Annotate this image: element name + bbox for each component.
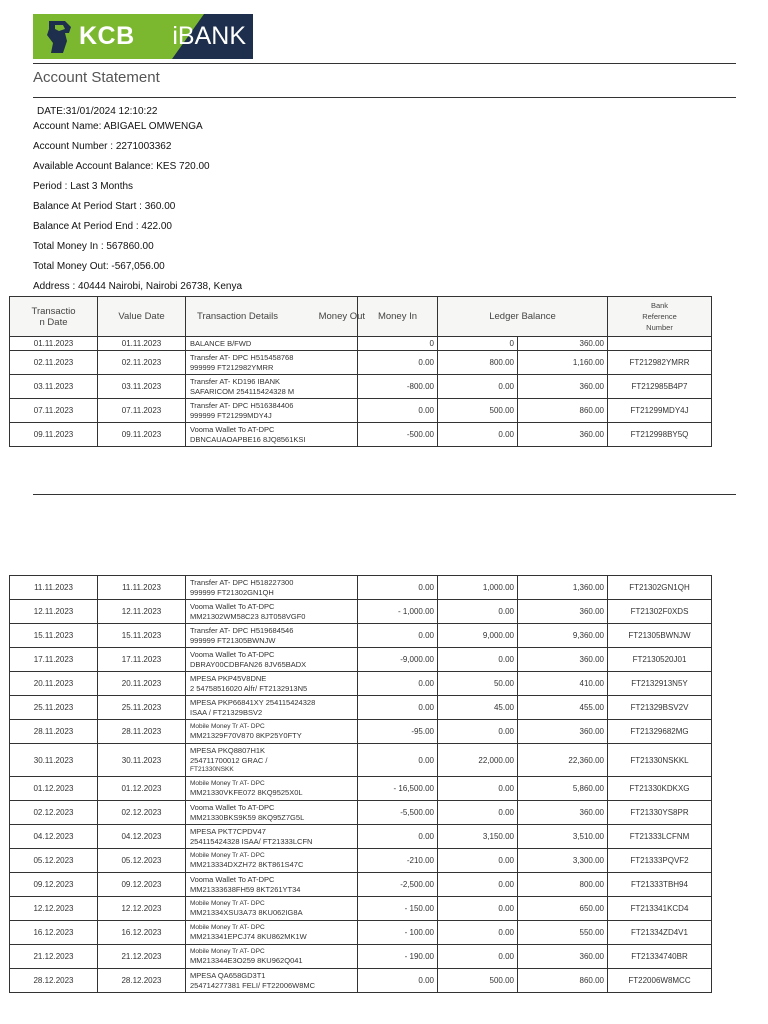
ledger-balance-cell: 860.00: [518, 969, 608, 993]
ledger-balance-cell: 360.00: [518, 945, 608, 969]
details-line-2: 2 54758516020 Alfr/ FT2132913N5: [190, 683, 308, 693]
transaction-date-cell: 17.11.2023: [10, 648, 98, 672]
details-line-2: 999999 FT21299MDY4J: [190, 410, 272, 420]
money-out-cell: -9,000.00: [358, 648, 438, 672]
value-date-cell: 11.11.2023: [98, 576, 186, 600]
value-date-cell: 09.11.2023: [98, 423, 186, 447]
money-out-cell: -95.00: [358, 720, 438, 744]
money-in-cell: 0.00: [438, 849, 518, 873]
bank-reference-cell: FT212998BY5Q: [608, 423, 712, 447]
bank-reference-cell: FT21299MDY4J: [608, 399, 712, 423]
details-line-1: Transfer AT- DPC H519684546: [190, 625, 294, 635]
details-line-1: Transfer AT- DPC H518227300: [190, 577, 294, 587]
transaction-date-cell: 01.11.2023: [10, 337, 98, 351]
details-cell: [186, 969, 358, 993]
details-line-1: Transfer AT- DPC H516384406: [190, 400, 294, 410]
kcb-ibank-logo: [33, 14, 253, 59]
lion-icon: [45, 19, 73, 55]
details-line-1: Vooma Wallet To AT-DPC: [190, 649, 275, 659]
details-line-2: DBNCAUAOAPBE16 8JQ8561KSI: [190, 434, 306, 444]
money-in-cell: 22,000.00: [438, 744, 518, 777]
header-tdate-line2: n Date: [39, 316, 68, 328]
header-ref-line1: Bank: [650, 301, 669, 310]
money-out-cell: 0.00: [358, 744, 438, 777]
money-out-cell: 0.00: [358, 399, 438, 423]
money-in-cell: 50.00: [438, 672, 518, 696]
bank-reference-cell: FT21330NSKKL: [608, 744, 712, 777]
details-line-2: 254711700012 GRAC /: [190, 756, 268, 765]
money-in-cell: 0.00: [438, 873, 518, 897]
page-divider: [33, 494, 736, 495]
account-number: Account Number : 2271003362: [33, 141, 172, 152]
transaction-date-cell: 07.11.2023: [10, 399, 98, 423]
transaction-date-cell: 02.12.2023: [10, 801, 98, 825]
ledger-balance-cell: 22,360.00: [518, 744, 608, 777]
details-line-1: MPESA PKQ8807H1K: [190, 746, 266, 755]
table-row: [10, 849, 712, 873]
transaction-date-cell: 12.12.2023: [10, 897, 98, 921]
bank-reference-cell: FT21333TBH94: [608, 873, 712, 897]
details-cell: [186, 801, 358, 825]
bank-reference-cell: FT212985B4P7: [608, 375, 712, 399]
value-date-cell: 07.11.2023: [98, 399, 186, 423]
details-line-1: Transfer AT- DPC H515458768: [190, 352, 294, 362]
header-ledger-text: Ledger Balance: [489, 311, 556, 322]
transaction-date-cell: 28.12.2023: [10, 969, 98, 993]
details-line-1: Mobile Money Tr AT- DPC: [190, 899, 265, 907]
details-line-2: MM213341EPCJ74 8KU862MK1W: [190, 931, 307, 941]
money-out-cell: 0: [358, 337, 438, 351]
table-row: [10, 648, 712, 672]
ledger-balance-cell: 5,860.00: [518, 777, 608, 801]
transaction-date-cell: 20.11.2023: [10, 672, 98, 696]
bank-reference-cell: FT21330KDKXG: [608, 777, 712, 801]
header-money-out-text: Money Out: [318, 311, 366, 322]
money-out-cell: - 100.00: [358, 921, 438, 945]
money-in-cell: 0.00: [438, 801, 518, 825]
bank-reference-cell: FT2132913N5Y: [608, 672, 712, 696]
header-bank-reference: [608, 297, 712, 337]
details-line-2: 999999 FT21305BWNJW: [190, 635, 276, 645]
value-date-cell: 01.12.2023: [98, 777, 186, 801]
details-cell: [186, 600, 358, 624]
transaction-date-cell: 12.11.2023: [10, 600, 98, 624]
transaction-date-cell: 05.12.2023: [10, 849, 98, 873]
details-line-2: MM21330VKFE072 8KQ9525X0L: [190, 787, 303, 797]
statement-date: DATE:31/01/2024 12:10:22: [37, 106, 158, 117]
value-date-cell: 12.11.2023: [98, 600, 186, 624]
money-out-cell: - 16,500.00: [358, 777, 438, 801]
money-in-cell: 3,150.00: [438, 825, 518, 849]
table-row: [10, 423, 712, 447]
money-out-cell: -210.00: [358, 849, 438, 873]
money-in-cell: 800.00: [438, 351, 518, 375]
details-line-2: DBRAY00CDBFAN26 8JV65BADX: [190, 659, 307, 669]
table-row: [10, 825, 712, 849]
money-out-cell: - 1,000.00: [358, 600, 438, 624]
details-cell: [186, 945, 358, 969]
money-in-cell: 0.00: [438, 897, 518, 921]
logo-dark-panel: [172, 14, 253, 59]
details-cell: [186, 744, 358, 777]
details-line-2: MM21330BKS9K59 8KQ95Z7G5L: [190, 812, 305, 822]
details-cell: [186, 399, 358, 423]
bank-reference-cell: FT213341KCD4: [608, 897, 712, 921]
details-line-1: Mobile Money Tr AT- DPC: [190, 947, 265, 955]
transactions-table-page2: [9, 575, 712, 993]
bank-reference-cell: FT2130520J01: [608, 648, 712, 672]
ledger-balance-cell: 650.00: [518, 897, 608, 921]
details-line-3: FT21330NSKK: [190, 766, 234, 773]
header-money-out: [358, 297, 438, 337]
ledger-balance-cell: 860.00: [518, 399, 608, 423]
money-out-cell: -5,500.00: [358, 801, 438, 825]
details-cell: [186, 648, 358, 672]
details-line-1: MPESA QA658GD3T1: [190, 970, 266, 980]
details-cell: [186, 873, 358, 897]
details-cell: [186, 849, 358, 873]
table-row: [10, 600, 712, 624]
details-line-1: Vooma Wallet To AT-DPC: [190, 601, 275, 611]
details-line-1: Vooma Wallet To AT-DPC: [190, 424, 275, 434]
money-in-cell: 0.00: [438, 648, 518, 672]
table-row: [10, 945, 712, 969]
total-money-out: Total Money Out: -567,056.00: [33, 261, 165, 272]
transaction-date-cell: 25.11.2023: [10, 696, 98, 720]
header-ref-line2: Reference: [642, 312, 677, 321]
money-out-cell: 0.00: [358, 696, 438, 720]
available-balance: Available Account Balance: KES 720.00: [33, 161, 210, 172]
bank-reference-cell: FT21302F0XDS: [608, 600, 712, 624]
table-row: [10, 624, 712, 648]
table-row: [10, 921, 712, 945]
account-address: Address : 40444 Nairobi, Nairobi 26738, Kenya: [33, 281, 243, 292]
details-cell: [186, 423, 358, 447]
money-out-cell: 0.00: [358, 351, 438, 375]
transaction-date-cell: 15.11.2023: [10, 624, 98, 648]
table-row: [10, 873, 712, 897]
money-in-cell: 500.00: [438, 969, 518, 993]
ledger-balance-cell: 1,160.00: [518, 351, 608, 375]
value-date-cell: 28.12.2023: [98, 969, 186, 993]
bank-reference-cell: FT21330YS8PR: [608, 801, 712, 825]
details-line-1: Mobile Money Tr AT- DPC: [190, 923, 265, 931]
header-transaction-date: [10, 297, 98, 337]
details-line-2: 999999 FT21302GN1QH: [190, 587, 274, 597]
ledger-balance-cell: 3,300.00: [518, 849, 608, 873]
value-date-cell: 05.12.2023: [98, 849, 186, 873]
ledger-balance-cell: 360.00: [518, 423, 608, 447]
value-date-cell: 03.11.2023: [98, 375, 186, 399]
value-date-cell: 09.12.2023: [98, 873, 186, 897]
ledger-balance-cell: 550.00: [518, 921, 608, 945]
value-date-cell: 01.11.2023: [98, 337, 186, 351]
bank-reference-cell: FT21329BSV2V: [608, 696, 712, 720]
header-value-date: Value Date: [98, 297, 186, 337]
transaction-date-cell: 09.12.2023: [10, 873, 98, 897]
details-line-2: MM21334XSU3A73 8KU062IG8A: [190, 907, 303, 917]
value-date-cell: 20.11.2023: [98, 672, 186, 696]
details-line-2: 999999 FT212982YMRR: [190, 362, 274, 372]
total-money-in: Total Money In : 567860.00: [33, 241, 154, 252]
ledger-balance-cell: 455.00: [518, 696, 608, 720]
bank-reference-cell: FT21302GN1QH: [608, 576, 712, 600]
money-in-cell: 9,000.00: [438, 624, 518, 648]
header-money-in-text: Money In: [377, 311, 418, 322]
account-name: Account Name: ABIGAEL OMWENGA: [33, 121, 203, 132]
transaction-date-cell: 09.11.2023: [10, 423, 98, 447]
ledger-balance-cell: 360.00: [518, 801, 608, 825]
table-row: [10, 777, 712, 801]
details-line-1: Transfer AT- KD196 IBANK: [190, 376, 281, 386]
details-cell: [186, 375, 358, 399]
details-line-1: Mobile Money Tr AT- DPC: [190, 722, 265, 730]
money-out-cell: 0.00: [358, 576, 438, 600]
bank-reference-cell: FT212982YMRR: [608, 351, 712, 375]
table-row: [10, 969, 712, 993]
money-in-cell: 0.00: [438, 423, 518, 447]
details-cell: [186, 337, 358, 351]
ledger-balance-cell: 800.00: [518, 873, 608, 897]
table-header-row: [10, 297, 712, 337]
details-line-1: MPESA PKP66841XY 254115424328: [190, 697, 316, 707]
money-out-cell: - 190.00: [358, 945, 438, 969]
details-cell: [186, 624, 358, 648]
details-line-2: 254115424328 ISAA/ FT21333LCFN: [190, 836, 313, 846]
details-line-2: SAFARICOM 254115424328 M: [190, 386, 295, 396]
money-in-cell: 0.00: [438, 777, 518, 801]
money-out-cell: - 150.00: [358, 897, 438, 921]
ledger-balance-cell: 3,510.00: [518, 825, 608, 849]
value-date-cell: 12.12.2023: [98, 897, 186, 921]
logo-brand-text: KCB: [79, 22, 135, 50]
value-date-cell: 28.11.2023: [98, 720, 186, 744]
details-line-1: Mobile Money Tr AT- DPC: [190, 779, 265, 787]
transaction-date-cell: 28.11.2023: [10, 720, 98, 744]
details-cell: [186, 672, 358, 696]
table-row: [10, 351, 712, 375]
value-date-cell: 15.11.2023: [98, 624, 186, 648]
money-in-cell: 0: [438, 337, 518, 351]
details-cell: [186, 720, 358, 744]
table-row: [10, 897, 712, 921]
balance-period-end: Balance At Period End : 422.00: [33, 221, 172, 232]
details-cell: [186, 921, 358, 945]
header-divider: [33, 63, 736, 64]
bank-reference-cell: FT21334740BR: [608, 945, 712, 969]
details-line-2: ISAA / FT21329BSV2: [190, 707, 263, 717]
transaction-date-cell: 30.11.2023: [10, 744, 98, 777]
table-row: [10, 801, 712, 825]
table-row: [10, 375, 712, 399]
value-date-cell: 16.12.2023: [98, 921, 186, 945]
details-cell: [186, 777, 358, 801]
bank-reference-cell: FT21333LCFNM: [608, 825, 712, 849]
ledger-balance-cell: 360.00: [518, 375, 608, 399]
details-line-2: MM21333638FH59 8KT261YT34: [190, 884, 301, 894]
money-out-cell: 0.00: [358, 969, 438, 993]
money-in-cell: 1,000.00: [438, 576, 518, 600]
details-cell: [186, 576, 358, 600]
transaction-date-cell: 02.11.2023: [10, 351, 98, 375]
transaction-date-cell: 11.11.2023: [10, 576, 98, 600]
value-date-cell: 02.11.2023: [98, 351, 186, 375]
details-cell: [186, 696, 358, 720]
bank-reference-cell: FT21305BWNJW: [608, 624, 712, 648]
statement-period: Period : Last 3 Months: [33, 181, 134, 192]
value-date-cell: 25.11.2023: [98, 696, 186, 720]
details-line-1: BALANCE B/FWD: [190, 338, 252, 348]
transaction-date-cell: 01.12.2023: [10, 777, 98, 801]
bank-reference-cell: FT21329682MG: [608, 720, 712, 744]
table-row: [10, 696, 712, 720]
table-row: [10, 720, 712, 744]
logo-product-text: iBANK: [172, 22, 246, 50]
money-out-cell: 0.00: [358, 624, 438, 648]
value-date-cell: 04.12.2023: [98, 825, 186, 849]
table-row: [10, 744, 712, 777]
ledger-balance-cell: 360.00: [518, 720, 608, 744]
details-line-2: MM21329F70V870 8KP25Y0FTY: [190, 730, 302, 740]
details-line-2: MM213334DXZH72 8KT861S47C: [190, 859, 304, 869]
ledger-balance-cell: 360.00: [518, 337, 608, 351]
bank-reference-cell: [608, 337, 712, 351]
title-divider: [33, 97, 736, 98]
money-out-cell: -800.00: [358, 375, 438, 399]
balance-period-start: Balance At Period Start : 360.00: [33, 201, 176, 212]
details-line-1: Vooma Wallet To AT-DPC: [190, 802, 275, 812]
ledger-balance-cell: 360.00: [518, 648, 608, 672]
page-title: Account Statement: [33, 69, 160, 86]
details-line-1: Vooma Wallet To AT-DPC: [190, 874, 275, 884]
details-line-2: 254714277381 FELI/ FT22006W8MC: [190, 980, 316, 990]
table-row: [10, 337, 712, 351]
details-line-2: MM213344E3O259 8KU962Q041: [190, 955, 303, 965]
details-cell: [186, 351, 358, 375]
money-out-cell: -2,500.00: [358, 873, 438, 897]
transaction-date-cell: 16.12.2023: [10, 921, 98, 945]
bank-reference-cell: FT21334ZD4V1: [608, 921, 712, 945]
header-transaction-details: [186, 297, 366, 337]
header-money-in: [438, 297, 608, 337]
money-out-cell: -500.00: [358, 423, 438, 447]
details-line-1: MPESA PKT7CPDV47: [190, 826, 266, 836]
ledger-balance-cell: 9,360.00: [518, 624, 608, 648]
details-cell: [186, 897, 358, 921]
details-line-2: MM21302WM58C23 8JT058VGF0: [190, 611, 306, 621]
money-out-cell: 0.00: [358, 672, 438, 696]
money-in-cell: 45.00: [438, 696, 518, 720]
table-row: [10, 399, 712, 423]
details-line-1: MPESA PKP45V8DNE: [190, 673, 267, 683]
transaction-date-cell: 21.12.2023: [10, 945, 98, 969]
header-details-text: Transaction Details: [197, 311, 278, 322]
value-date-cell: 21.12.2023: [98, 945, 186, 969]
money-out-cell: 0.00: [358, 825, 438, 849]
bank-reference-cell: FT21333PQVF2: [608, 849, 712, 873]
money-in-cell: 500.00: [438, 399, 518, 423]
table-row: [10, 576, 712, 600]
logo-green-panel: [33, 14, 172, 59]
details-line-1: Mobile Money Tr AT- DPC: [190, 851, 265, 859]
header-ref-line3: Number: [646, 323, 673, 332]
table-row: [10, 672, 712, 696]
header-tdate-line1: Transactio: [31, 305, 76, 317]
value-date-cell: 30.11.2023: [98, 744, 186, 777]
money-in-cell: 0.00: [438, 375, 518, 399]
transaction-date-cell: 03.11.2023: [10, 375, 98, 399]
ledger-balance-cell: 1,360.00: [518, 576, 608, 600]
details-cell: [186, 825, 358, 849]
value-date-cell: 17.11.2023: [98, 648, 186, 672]
money-in-cell: 0.00: [438, 945, 518, 969]
money-in-cell: 0.00: [438, 921, 518, 945]
money-in-cell: 0.00: [438, 720, 518, 744]
transactions-table-page1: [9, 296, 712, 447]
ledger-balance-cell: 410.00: [518, 672, 608, 696]
bank-reference-cell: FT22006W8MCC: [608, 969, 712, 993]
money-in-cell: 0.00: [438, 600, 518, 624]
transaction-date-cell: 04.12.2023: [10, 825, 98, 849]
value-date-cell: 02.12.2023: [98, 801, 186, 825]
ledger-balance-cell: 360.00: [518, 600, 608, 624]
